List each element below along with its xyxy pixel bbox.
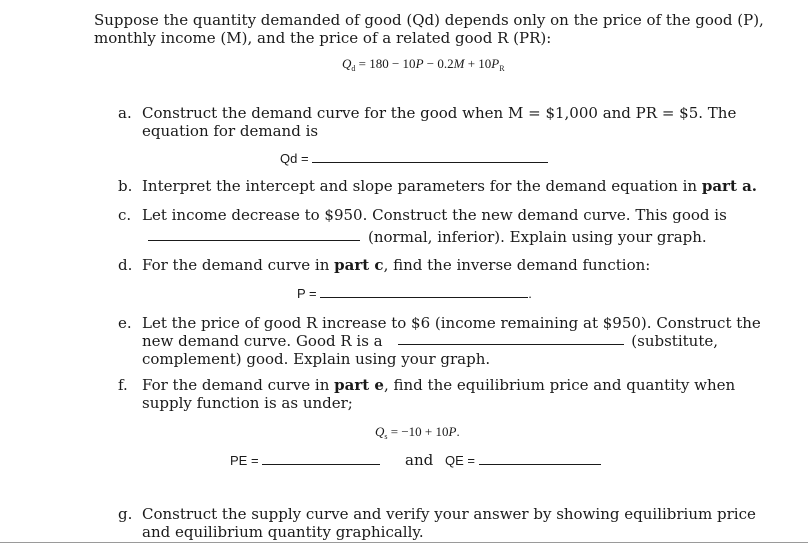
eq-part-c: + 10 [464, 56, 492, 71]
intro-line-2: monthly income (M), and the price of a related good R (PR): [94, 29, 552, 47]
item-d-text-bold: part c [334, 256, 384, 274]
item-g-label: g. [118, 505, 133, 523]
item-b-text [142, 177, 757, 195]
supply-equation [375, 424, 460, 445]
supply-rhs: = −10 + 10 [387, 424, 449, 439]
supply-q: Q [375, 424, 385, 439]
pe-answer [230, 452, 380, 469]
eq-pr: P [491, 56, 500, 71]
eq-m: M [453, 56, 465, 71]
item-d-text [142, 256, 650, 274]
item-f-line-1-pre: For the demand curve in [142, 376, 335, 394]
item-f-line-1-post: , find the equilibrium price and quantity when [383, 376, 736, 394]
item-a-line-2: equation for demand is [142, 122, 319, 140]
item-f-line-2: supply function is as under; [142, 394, 353, 412]
item-d-text-post: , find the inverse demand function: [383, 256, 651, 274]
item-e-line-2 [142, 332, 718, 350]
intro-line-1: Suppose the quantity demanded of good (Qd) depends only on the price of the good (P), [94, 11, 764, 29]
pe-answer-blank[interactable] [262, 452, 380, 465]
item-f-line-1 [142, 376, 735, 394]
item-e-line-2-post: (substitute, [631, 332, 718, 350]
item-d-text-pre: For the demand curve in [142, 256, 335, 274]
eq-part-a: = 180 − 10 [355, 56, 416, 71]
demand-equation [342, 56, 505, 77]
qe-answer [445, 452, 601, 469]
item-e-label: e. [118, 314, 132, 332]
item-c-answer-blank[interactable] [148, 228, 360, 241]
eq-part-b: − 0.2 [423, 56, 454, 71]
item-g-line-2: and equilibrium quantity graphically. [142, 523, 424, 541]
supply-end: . [456, 424, 460, 439]
eq-q: Q [342, 56, 352, 71]
supply-q-sub: s [384, 432, 388, 441]
eq-pr-sub: R [499, 64, 505, 73]
qe-label: QE = [445, 453, 475, 468]
item-a-line-1: Construct the demand curve for the good when M = $1,000 and PR = $5. The [142, 104, 737, 122]
and-label: and [405, 451, 434, 469]
item-c-line-2: (normal, inferior). Explain using your graph. [368, 228, 707, 246]
item-d-label: d. [118, 256, 133, 274]
item-c-line-1: Let income decrease to $950. Construct the new demand curve. This good is [142, 206, 727, 224]
item-c-label: c. [118, 206, 132, 224]
item-d-answer [297, 285, 532, 302]
p-answer-end: . [528, 286, 532, 301]
item-b-text-main: Interpret the intercept and slope parameters for the demand equation in [142, 177, 702, 195]
item-f-line-1-bold: part e [334, 376, 384, 394]
item-a-answer [280, 150, 548, 167]
eq-q-sub: d [351, 64, 356, 73]
item-g-line-1: Construct the supply curve and verify your answer by showing equilibrium price [142, 505, 756, 523]
item-b-text-bold: part a. [701, 177, 758, 195]
pe-label: PE = [230, 453, 259, 468]
supply-p: P [448, 424, 457, 439]
qd-answer-blank[interactable] [312, 150, 548, 163]
bottom-divider [0, 542, 808, 543]
qe-answer-blank[interactable] [479, 452, 601, 465]
item-e-line-1: Let the price of good R increase to $6 (income remaining at $950). Construct the [142, 314, 761, 332]
item-e-answer-blank[interactable] [398, 332, 624, 345]
qd-label: Qd = [280, 151, 309, 166]
item-e-line-3: complement) good. Explain using your graph. [142, 350, 491, 368]
eq-p: P [415, 56, 424, 71]
item-e-line-2-pre: new demand curve. Good R is a [142, 332, 383, 350]
p-answer-blank[interactable] [320, 285, 528, 298]
item-f-label: f. [118, 376, 128, 394]
item-a-label: a. [118, 104, 132, 122]
p-label: P = [297, 286, 317, 301]
item-b-label: b. [118, 177, 133, 195]
